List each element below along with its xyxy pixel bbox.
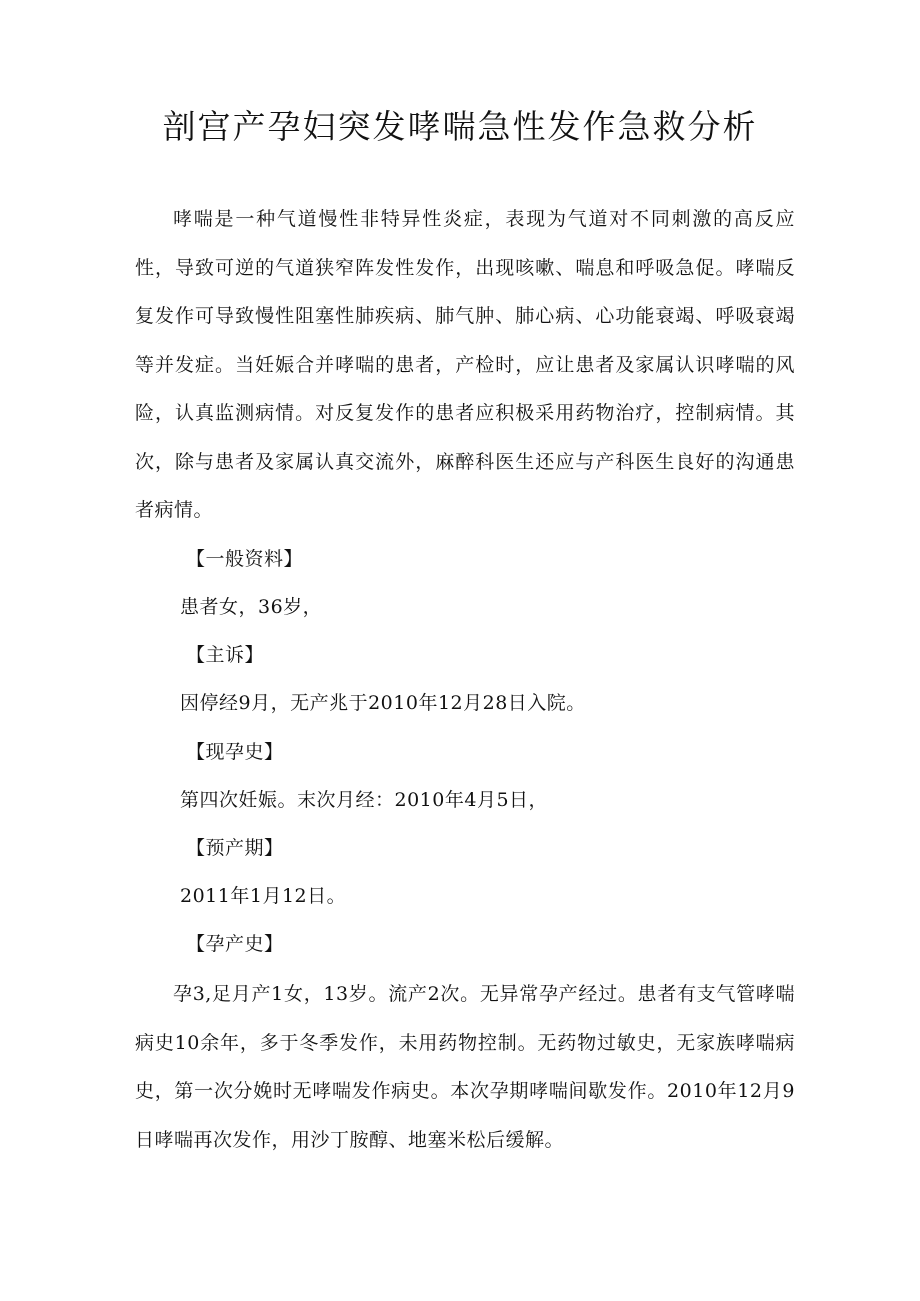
general-info-text: 患者女，36岁， xyxy=(180,596,323,618)
obstetric-history-paragraph: 孕3,足月产1女，13岁。流产2次。无异常孕产经过。患者有支气管哮喘病史10余年，多于冬季发作，未用药物控制。无药物过敏史，无家族哮喘病史，第一次分娩时无哮喘发作病史。本次孕期哮喘间歇发作。2010年12月9日哮喘再次发作，用沙丁胺醇、地塞米松后缓解。 xyxy=(135,983,795,1151)
chief-complaint-text: 因停经9月，无产兆于2010年12月28日入院。 xyxy=(180,692,586,714)
intro-paragraph: 哮喘是一种气道慢性非特异性炎症，表现为气道对不同刺激的高反应性，导致可逆的气道狭窄阵发性发作，出现咳嗽、喘息和呼吸急促。哮喘反复发作可导致慢性阻塞性肺疾病、肺气肿、肺心病、心功能衰竭、呼吸衰竭等并发症。当妊娠合并哮喘的患者，产检时，应让患者及家属认识哮喘的风险，认真监测病情。对反复发作的患者应积极采用药物治疗，控制病情。其次，除与患者及家属认真交流外，麻醉科医生还应与产科医生良好的沟通患者病情。 xyxy=(135,208,795,521)
obstetric-history-heading: 【孕产史】 xyxy=(186,933,284,955)
general-info-heading: 【一般资料】 xyxy=(186,548,304,570)
document-title: 剖宫产孕妇突发哮喘急性发作急救分析 xyxy=(162,107,758,146)
due-date-text: 2011年1月12日。 xyxy=(180,885,347,907)
chief-complaint-heading: 【主诉】 xyxy=(186,644,265,666)
current-pregnancy-text: 第四次妊娠。末次月经：2010年4月5日， xyxy=(180,789,549,811)
due-date-heading: 【预产期】 xyxy=(186,837,284,859)
current-pregnancy-heading: 【现孕史】 xyxy=(186,741,284,763)
